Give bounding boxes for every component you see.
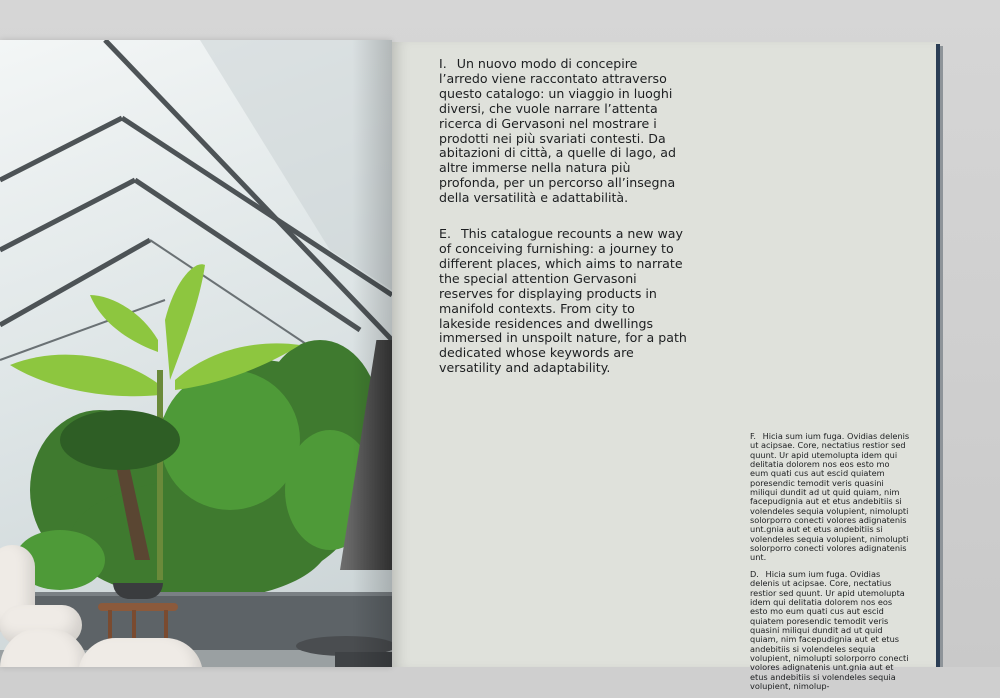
small-text-column [750, 432, 910, 698]
paragraph-text: Un nuovo modo di concepire l’arredo viene raccontato attraverso questo catalogo: un viaggio in luoghi diversi, che vuole narrare l’attenta ricerca di Gervasoni nel mostrare i prodotti nei più svariati contesti. Da abitazioni di città, a quelle di lago, ad altre immerse nella natura più profonda, per un percorso all’insegna della versatilità e adattabilità. [439, 56, 677, 206]
paragraph-label: D. [750, 568, 759, 579]
paragraph-text: Hicia sum ium fuga. Ovidias delenis ut acipsae. Core, nectatius restior sed quunt. Ur apid utemolupta idem qui delitatia dolorem nos eos esto mo eum quati cus aut escid quiatem poresendic temodit veris quasini miliqui dundit ad ut quid quiam, nim facepudignia aut et etus andebitiis si volendeles sequia volupient, nimolupti solorporro conecti volores adignatenis unt.gnia aut et etus andebitiis si volendeles sequia volupient, nimolup- [750, 568, 909, 691]
paragraph-text: This catalogue recounts a new way of conceiving furnishing: a journey to different places, which aims to narrate the special attention Gervasoni reserves for displaying products in manifold contexts. From city to lakeside residences and dwellings immersed in unspoilt nature, for a path dedicated whose keywords are versatility and adaptability. [439, 226, 687, 376]
tropical-plants [0, 40, 392, 667]
main-text-column [439, 57, 689, 397]
cover-edge [936, 44, 940, 667]
paragraph-text: Hicia sum ium fuga. Ovidias delenis ut acipsae. Core, nectatius restior sed quunt. Ur apid utemolupta idem qui delitatia dolorem nos eos esto mo eum quati cus aut escid quiatem poresendic temodit veris quasini miliqui dundit ad ut quid quiam, nim facepudignia aut et etus andebitiis si volendeles sequia volupient, nimolupti solorporro conecti volores adignatenis unt.gnia aut et etus andebitiis si volendeles sequia volupient, nimolupti solorporro conecti volores adignatenis unt. [750, 431, 910, 563]
page-stack-edge [940, 46, 943, 667]
gutter-shadow [352, 40, 392, 667]
paragraph-french [750, 432, 910, 563]
paragraph-label: E. [439, 226, 451, 242]
pouf-large [78, 638, 203, 667]
paragraph-label: F. [750, 431, 756, 441]
paragraph-english [439, 227, 689, 376]
paragraph-label: I. [439, 56, 447, 71]
paragraph-italian [439, 57, 689, 206]
left-page-photo [0, 40, 392, 667]
paragraph-german [750, 570, 910, 691]
